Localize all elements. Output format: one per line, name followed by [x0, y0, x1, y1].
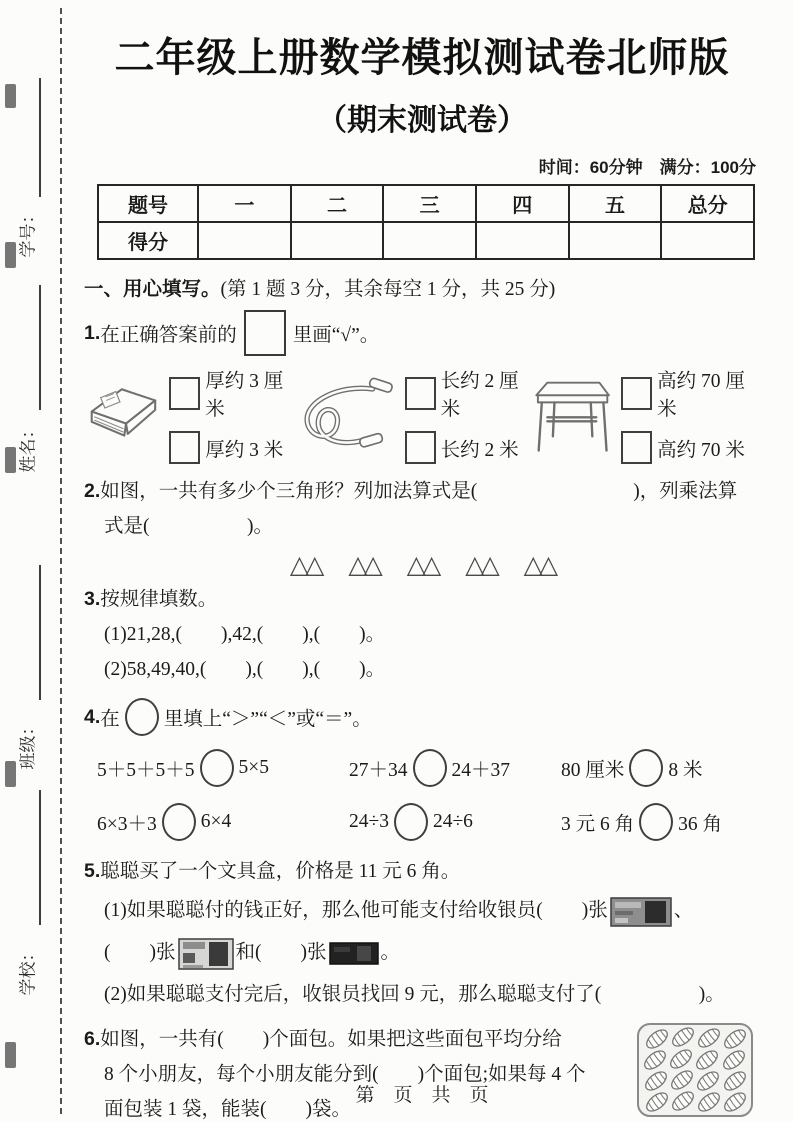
options: [405, 365, 531, 464]
question-4-text-before: 在: [100, 709, 120, 730]
fold-dashed-line: [60, 8, 62, 1114]
option: [169, 431, 295, 464]
option: [405, 365, 531, 421]
right-expression: 6×4: [200, 811, 232, 832]
question-5-part1-text3: 和( )张: [235, 942, 327, 963]
paper-content: [84, 0, 760, 1122]
question-5-part1-text2: ( )张: [104, 942, 176, 963]
checkbox: [621, 377, 652, 410]
binding-mark: [5, 84, 16, 108]
triangle-pair: △△: [348, 552, 379, 579]
student-id-label: 学号：: [18, 206, 38, 258]
right-expression: 24＋37: [451, 760, 511, 781]
choice-group-desk: [530, 365, 756, 464]
question-4-text-after: 里填上“＞”“＜”或“＝”。: [163, 709, 372, 730]
right-expression: 24÷6: [432, 811, 473, 832]
triangle-figure-row: [84, 550, 760, 580]
question-5: [84, 853, 760, 1016]
name-label: 姓名：: [18, 421, 38, 473]
score-table: [97, 184, 755, 260]
triangle-pair: △△: [465, 552, 496, 579]
left-expression: 3 元 6 角: [561, 814, 635, 835]
comparison-item: [561, 803, 760, 841]
score-table-cell: 得分: [98, 222, 198, 259]
question-number: 2.: [84, 480, 101, 502]
question-6-line1: [84, 1022, 632, 1057]
right-expression: 8 米: [668, 760, 703, 781]
time-and-score-info: 时间：60分钟 满分：100分: [538, 158, 756, 177]
comparison-item: [349, 803, 561, 841]
school-write-line: [39, 790, 41, 925]
page-footer: 第 页 共 页: [355, 1085, 489, 1106]
score-table-empty-cell: [661, 222, 754, 259]
question-5-intro: 聪聪买了一个文具盒，价格是 11 元 6 角。: [100, 861, 461, 882]
choice-group-jump-rope: [295, 365, 530, 464]
score-table-cell: 四: [476, 185, 569, 222]
option: [621, 365, 756, 421]
comparison-circle: [413, 749, 447, 787]
question-5-part1-line2: [84, 932, 760, 974]
checkbox: [169, 431, 200, 464]
question-5-part1-line1: [84, 890, 760, 932]
question-1-text-after: 里画“√”。: [292, 325, 380, 346]
school-label: 学校：: [18, 944, 38, 996]
question-number: 3.: [84, 588, 101, 610]
question-4-text: [84, 695, 760, 739]
banknote-image: [329, 942, 379, 965]
score-table-cell: 题号: [98, 185, 198, 222]
score-table-score-row: [98, 222, 754, 259]
left-expression: 6×3＋3: [97, 814, 157, 835]
option-label: 高约 70 米: [657, 439, 745, 461]
comparison-circle: [629, 749, 663, 787]
question-6: [84, 1022, 760, 1122]
options: [621, 365, 756, 464]
left-expression: 24÷3: [349, 811, 389, 832]
question-3-text: [84, 582, 760, 617]
binding-mark: [5, 1042, 16, 1068]
comparison-circle: [394, 803, 428, 841]
question-2-line2: 式是( )。: [104, 516, 273, 537]
left-expression: 80 厘米: [561, 760, 625, 781]
question-5-part2: (2)如果聪聪支付完后，收银员找回 9 元，那么聪聪支付了( )。: [104, 984, 725, 1005]
option-label: 厚约 3 米: [205, 439, 284, 461]
score-table-empty-cell: [476, 222, 569, 259]
question-6-line2: 8 个小朋友，每个小朋友能分到( )个面包;如果每 4 个: [104, 1064, 586, 1085]
score-table-cell: 一: [198, 185, 291, 222]
math-textbook-illustration: [84, 376, 161, 454]
question-number: 1.: [84, 321, 101, 344]
banknote-image: [178, 938, 234, 970]
triangle-pair: △△: [523, 552, 555, 579]
question-6-line3: 面包装 1 袋，能装( )袋。: [104, 1099, 351, 1120]
comparison-circle: [125, 698, 159, 736]
question-number: 4.: [84, 705, 101, 728]
question-5-part1-text: (1)如果聪聪付的钱正好，那么他可能支付给收银员( )张: [104, 900, 608, 921]
score-table-empty-cell: [198, 222, 291, 259]
options: [169, 365, 295, 464]
score-table-empty-cell: [291, 222, 384, 259]
section-1-title: 一、用心填写。: [84, 278, 221, 300]
question-4-items: [84, 749, 760, 841]
class-label: 班级：: [18, 718, 38, 770]
class-write-line: [39, 565, 41, 700]
paper-title: 二年级上册数学模拟测试卷北师版: [114, 36, 730, 80]
question-1-text-before: 在正确答案前的: [100, 325, 237, 346]
question-1-text: [84, 307, 760, 359]
question-3-item-2: (2)58,49,40,( ),( ),( )。: [104, 659, 386, 680]
question-2-line1: 如图，一共有多少个三角形？列加法算式是( )，列乘法算: [100, 481, 738, 502]
comparison-item: [561, 749, 760, 787]
option: [621, 431, 756, 464]
name-write-line: [39, 285, 41, 410]
comparison-circle: [200, 749, 234, 787]
question-number: 5.: [84, 860, 101, 882]
right-expression: 36 角: [678, 814, 723, 835]
answer-box: [244, 310, 286, 356]
option: [405, 431, 531, 464]
banknote-image: [610, 897, 672, 927]
section-1-heading: [84, 273, 760, 301]
question-6-text1: 如图，一共有( )个面包。如果把这些面包平均分给: [100, 1029, 562, 1050]
score-table-header-row: [98, 185, 754, 222]
option-label: 长约 2 米: [440, 439, 519, 461]
checkbox: [169, 377, 200, 410]
score-table-cell: 总分: [661, 185, 754, 222]
score-table-cell: 三: [383, 185, 476, 222]
comparison-item: [349, 749, 561, 787]
paper-subtitle: （期末测试卷）: [317, 104, 527, 137]
left-expression: 5＋5＋5＋5: [97, 760, 195, 781]
comparison-item: [97, 749, 349, 787]
question-3-item-1: (1)21,28,( ),42,( ),( )。: [104, 624, 386, 645]
jump-rope-illustration: [295, 372, 397, 458]
option-label: 高约 70 厘米: [657, 371, 745, 420]
comparison-circle: [639, 803, 673, 841]
comparison-circle: [162, 803, 196, 841]
triangle-pair: △△: [289, 552, 321, 579]
option: [169, 365, 295, 421]
left-expression: 27＋34: [349, 760, 408, 781]
checkbox: [405, 431, 436, 464]
question-2-text: [84, 474, 760, 509]
checkbox: [621, 431, 652, 464]
question-3-title: 按规律填数。: [100, 589, 218, 610]
punctuation: 。: [380, 942, 401, 963]
option-label: 厚约 3 厘米: [205, 371, 284, 420]
question-1-choices: [84, 365, 760, 464]
student-id-write-line: [39, 78, 41, 197]
score-table-empty-cell: [569, 222, 662, 259]
section-1-note: (第 1 题 3 分，其余每空 1 分，共 25 分): [220, 279, 556, 300]
score-table-empty-cell: [383, 222, 476, 259]
score-table-cell: 五: [569, 185, 662, 222]
option-label: 长约 2 厘米: [440, 371, 519, 420]
comparison-item: [97, 803, 349, 841]
checkbox: [405, 377, 436, 410]
right-expression: 5×5: [238, 757, 270, 778]
question-5-text: [84, 853, 760, 890]
score-table-cell: 二: [291, 185, 384, 222]
desk-illustration: [530, 369, 613, 461]
punctuation: 、: [673, 900, 694, 921]
question-number: 6.: [84, 1028, 101, 1050]
choice-group-book: [84, 365, 295, 464]
triangle-pair: △△: [406, 552, 438, 579]
